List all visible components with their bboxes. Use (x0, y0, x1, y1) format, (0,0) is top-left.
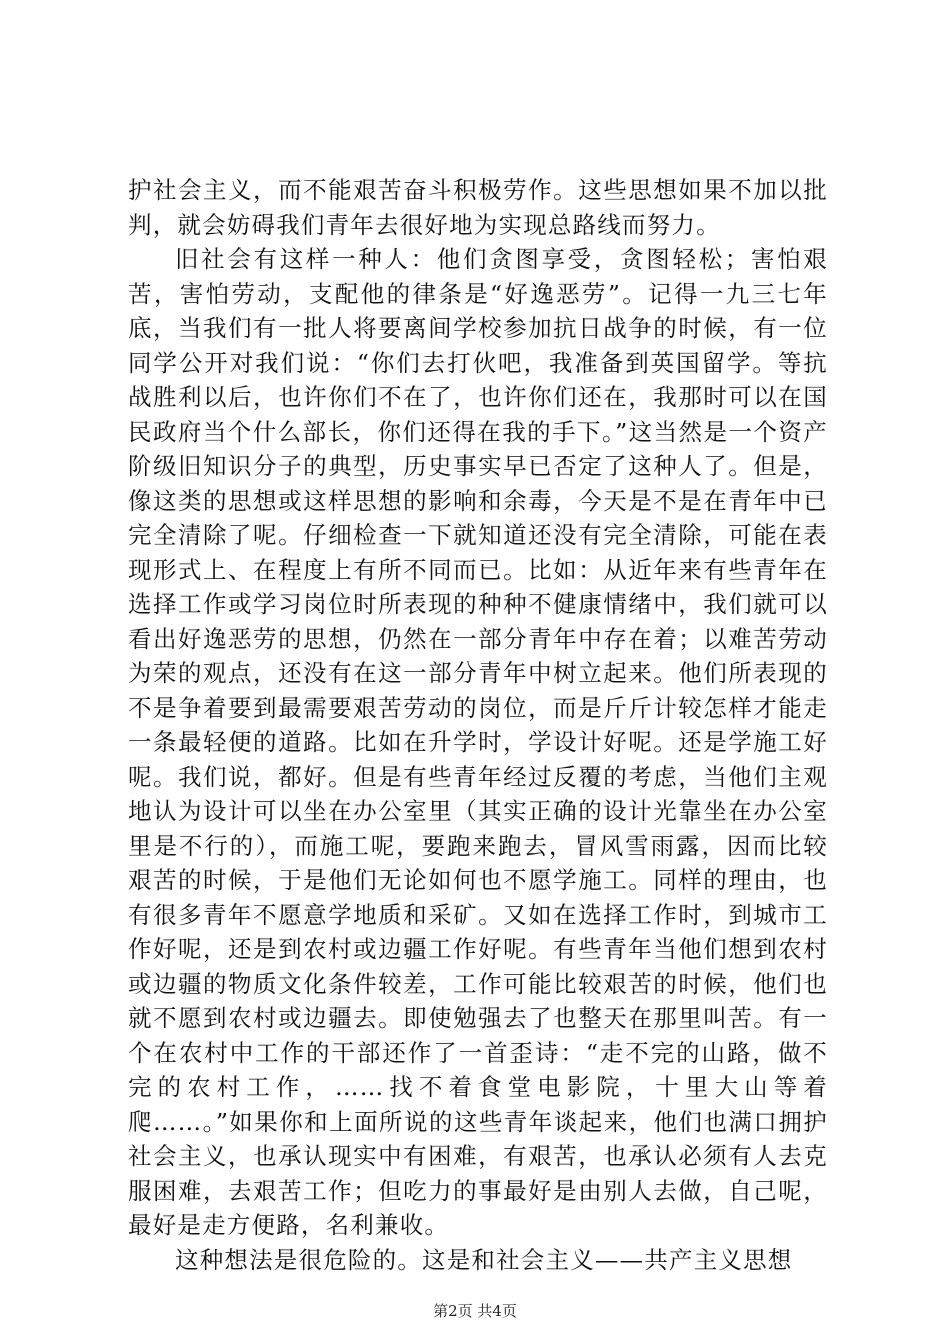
paragraph-3: 这种想法是很危险的。这是和社会主义——共产主义思想 (175, 1245, 793, 1274)
page-footer: 第2页 共4页 (433, 1302, 517, 1320)
paragraph-2: 旧社会有这样一种人：他们贪图享受，贪图轻松；害怕艰苦，害怕劳动，支配他的律条是“好逸恶劳”。记得一九三七年底，当我们有一批人将要离间学校参加抗日战争的时候，有一位同学公开对我们说：“你们去打伙吧，我准备到英国留学。等抗战胜利以后，也许你们不在了，也许你们还在，我那时可以在国民政府当个什么部长，你们还得在我的手下。”这当然是一个资产阶级旧知识分子的典型，历史事实早已否定了这种人了。但是，像这类的思想或这样思想的影响和余毒，今天是不是在青年中已完全清除了呢。仔细检查一下就知道还没有完全清除，可能在表现形式上、在程度上有所不同而已。比如：从近年来有些青年在选择工作或学习岗位时所表现的种种不健康情绪中，我们就可以看出好逸恶劳的思想，仍然在一部分青年中存在着；以难苦劳动为荣的观点，还没有在这一部分青年中树立起来。他们所表现的不是争着要到最需要艰苦劳动的岗位，而是斤斤计较怎样才能走一条最轻便的道路。比如在升学时，学设计好呢。还是学施工好呢。我们说，都好。但是有些青年经过反覆的考虑，当他们主观地认为设计可以坐在办公室里（其实正确的设计光靠坐在办公室里是不行的），而施工呢，要跑来跑去，冒风雪雨露，因而比较艰苦的时候，于是他们无论如何也不愿学施工。同样的理由，也有很多青年不愿意学地质和采矿。又如在选择工作时，到城市工作好呢，还是到农村或边疆工作好呢。有些青年当他们想到农村或边疆的物质文化条件较差，工作可能比较艰苦的时候，他们也就不愿到农村或边疆去。即使勉强去了也整天在那里叫苦。有一个在农村中工作的干部还作了一首歪诗：“走不完的山路，做不完的农村工作，……找不着食堂电影院，十里大山等着爬……。”如果你和上面所说的这些青年谈起来，他们也满口拥护社会主义，也承认现实中有困难，有艰苦，也承认必须有人去克服困难，去艰苦工作；但吃力的事最好是由别人去做，自己呢，最好是走方便路，名利兼收。 (128, 245, 828, 1239)
document-body (128, 173, 828, 1277)
paragraph-1: 护社会主义，而不能艰苦奋斗积极劳作。这些思想如果不加以批判，就会妨碍我们青年去很好地为实现总路线而努力。 (128, 176, 828, 239)
